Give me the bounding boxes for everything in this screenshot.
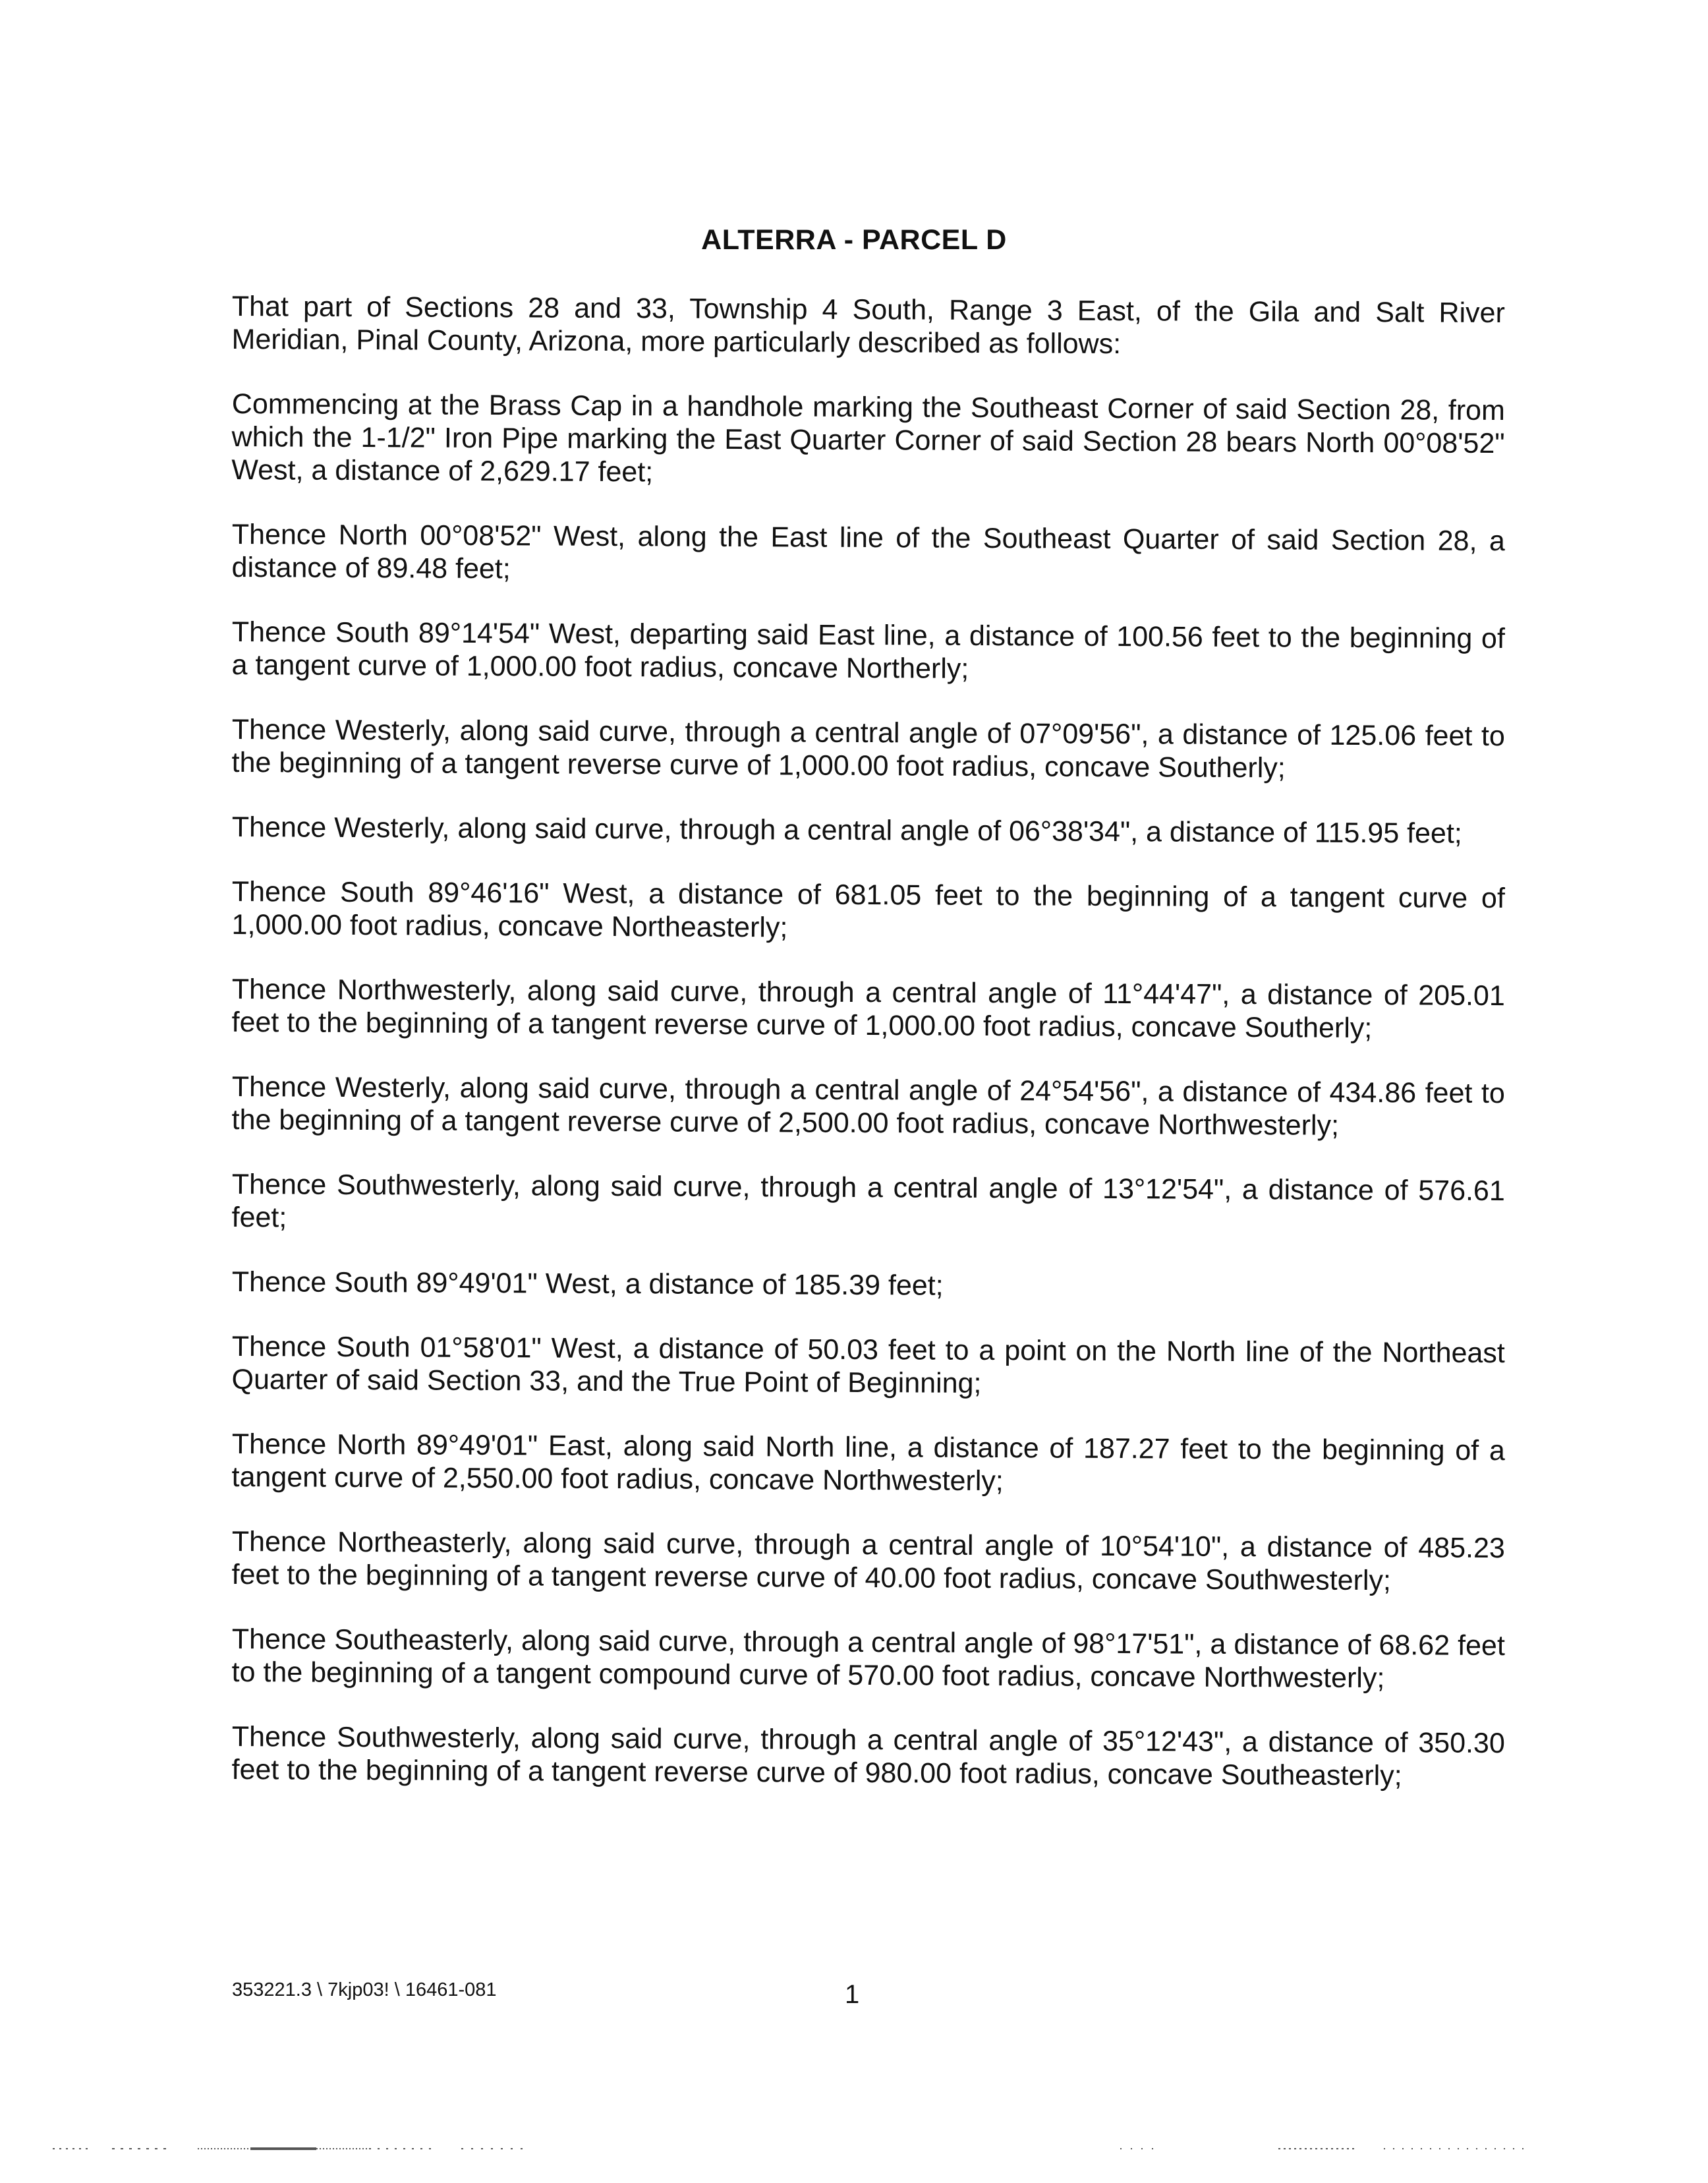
paragraph-course: Thence Northeasterly, along said curve, through a central angle of 10°54'10", a distance of 485.23 feet to the beginning of a tangent reverse curve of 40.00 foot radius, concave Southwesterly; bbox=[231, 1526, 1505, 1597]
paragraph-course: Thence Northwesterly, along said curve, through a central angle of 11°44'47", a distance of 205.01 feet to the beginning of a tangent reverse curve of 1,000.00 foot radius, concave Southerly; bbox=[231, 974, 1505, 1045]
page-number: 1 bbox=[845, 1980, 860, 2009]
paragraph-true-point-of-beginning: Thence South 01°58'01" West, a distance of 50.03 feet to a point on the North line of the Northeast Quarter of said Section 33, and the True Point of Beginning; bbox=[231, 1331, 1505, 1399]
paragraph-course: Thence Westerly, along said curve, through a central angle of 24°54'56", a distance of 434.86 feet to the beginning of a tangent reverse curve of 2,500.00 foot radius, concave Northwesterly; bbox=[231, 1071, 1505, 1142]
paragraph-course: Thence Westerly, along said curve, through a central angle of 06°38'34", a distance of 115.95 feet; bbox=[231, 811, 1462, 850]
scan-edge-artifacts bbox=[0, 2142, 1708, 2155]
paragraph-course: Thence North 00°08'52" West, along the East line of the Southeast Quarter of said Section 28, a distance of 89.48 feet; bbox=[231, 519, 1505, 585]
paragraph-intro: That part of Sections 28 and 33, Township 4 South, Range 3 East, of the Gila and Salt River Meridian, Pinal County, Arizona, more particularly described as follows: bbox=[231, 291, 1505, 361]
paragraph-course: Thence Southeasterly, along said curve, through a central angle of 98°17'51", a distance of 68.62 feet to the beginning of a tangent compound curve of 570.00 foot radius, concave Northwesterly; bbox=[231, 1623, 1505, 1695]
paragraph-course: Thence South 89°49'01" West, a distance of 185.39 feet; bbox=[231, 1266, 944, 1302]
paragraph-course: Thence Southwesterly, along said curve, through a central angle of 13°12'54", a distance of 576.61 feet; bbox=[231, 1169, 1505, 1234]
legal-description-body bbox=[232, 290, 1505, 1818]
paragraph-course: Thence Westerly, along said curve, through a central angle of 07°09'56", a distance of 125.06 feet to the beginning of a tangent reverse curve of 1,000.00 foot radius, concave Southerly; bbox=[231, 714, 1505, 784]
paragraph-commencing: Commencing at the Brass Cap in a handhole marking the Southeast Corner of said Section 28, from which the 1-1/2" Iron Pipe marking the East Quarter Corner of said Section 28 bears North 00°08'52" West, a distance of 2,629.17 feet; bbox=[231, 388, 1505, 488]
paragraph-course: Thence North 89°49'01" East, along said North line, a distance of 187.27 feet to the beginning of a tangent curve of 2,550.00 foot radius, concave Northwesterly; bbox=[231, 1428, 1505, 1498]
paragraph-course: Thence South 89°14'54" West, departing said East line, a distance of 100.56 feet to the beginning of a tangent curve of 1,000.00 foot radius, concave Northerly; bbox=[231, 616, 1505, 685]
paragraph-course: Thence South 89°46'16" West, a distance of 681.05 feet to the beginning of a tangent curve of 1,000.00 foot radius, concave Northeasterly; bbox=[231, 876, 1505, 944]
document-title: ALTERRA - PARCEL D bbox=[701, 224, 1007, 256]
paragraph-course: Thence Southwesterly, along said curve, through a central angle of 35°12'43", a distance of 350.30 feet to the beginning of a tangent reverse curve of 980.00 foot radius, concave Southeasterly; bbox=[231, 1721, 1505, 1792]
footer-document-id: 353221.3 \ 7kjp03! \ 16461-081 bbox=[232, 1979, 497, 2000]
